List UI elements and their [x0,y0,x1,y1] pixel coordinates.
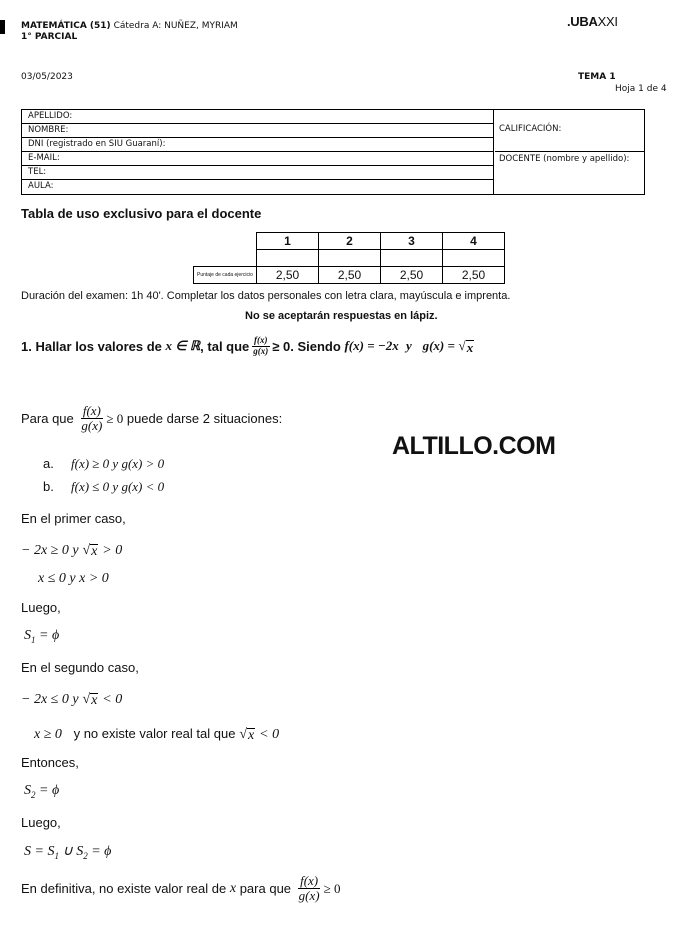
field-nombre: NOMBRE: [22,124,493,138]
exam-name: 1° PARCIAL [21,32,78,42]
exam-date: 03/05/2023 [21,72,73,82]
field-email: E-MAIL: [22,152,493,166]
score-table [193,232,505,284]
solution-intro: Para que $\frac{f(x)}{g(x)}$ ≥ 0 puede darse 2 situaciones: [21,403,283,434]
first-case-eq2: x ≤ 0 y x > 0 [38,571,109,586]
second-case-eq1: − 2x ≤ 0 y √ x < 0 [21,692,123,708]
score-table-title: Tabla de uso exclusivo para el docente [21,206,262,221]
course-line [21,21,238,31]
s1-result: $S_1 = \phi$ [24,628,60,645]
first-case-eq1: − 2x ≥ 0 y √ x > 0 [21,543,123,559]
duration-instructions: Duración del examen: 1h 40'. Completar los datos personales con letra clara, mayúscula e imprenta. [21,290,511,302]
luego-1: Luego, [21,600,61,615]
uba-logo: .UBAXXI [567,14,618,29]
final-fraction: $\frac{f(x)}{g(x)}$ [298,873,320,904]
score-row-label: Puntaje de cada ejercicio [194,267,257,284]
docente-cell: DOCENTE (nombre y apellido): [499,154,630,164]
entonces-label: Entonces, [21,755,79,770]
personal-fields [22,110,494,194]
q1-fraction: $\frac{f(x)}{g(x)}$ [253,335,269,356]
score-header-2: 2 [319,233,381,250]
intro-fraction: $\frac{f(x)}{g(x)}$ [81,403,103,434]
score-blank-2 [319,250,381,267]
page-counter: Hoja 1 de 4 [615,84,667,94]
calificacion-cell: CALIFICACIÓN: [495,110,645,152]
catedra: Cátedra A: NUÑEZ, MYRIAM [113,21,238,31]
score-blank-1 [257,250,319,267]
field-apellido: APELLIDO: [22,110,493,124]
case-a: a. f(x) ≥ 0 y g(x) > 0 [43,456,165,471]
corner-mark [0,20,5,34]
watermark: ALTILLO.COM [392,432,556,460]
score-header-4: 4 [443,233,505,250]
score-blank-4 [443,250,505,267]
personal-data-table [21,109,645,195]
course-name: MATEMÁTICA (51) [21,21,111,31]
question-1: 1. Hallar los valores de x ∈ ℝ , tal que $\frac{f(x)}{g(x)}$ ≥ 0. Siendo f(x) = −2x y g(x) = √ x [21,335,474,356]
score-value-2: 2,50 [319,267,381,284]
second-case-eq2: x ≥ 0 y no existe valor real tal que √ x < 0 [34,726,280,743]
field-dni: DNI (registrado en SIU Guaraní): [22,138,493,152]
final-conclusion: En definitiva, no existe valor real de x para que $\frac{f(x)}{g(x)}$ ≥ 0 [21,873,341,904]
field-tel: TEL: [22,166,493,180]
score-header-1: 1 [257,233,319,250]
score-value-1: 2,50 [257,267,319,284]
case-b: b. f(x) ≤ 0 y g(x) < 0 [43,479,165,494]
score-blank-3 [381,250,443,267]
first-case-label: En el primer caso, [21,511,126,526]
s-final: $S = S_1$ ∪ $S_2 = \phi$ [24,844,112,861]
score-header-3: 3 [381,233,443,250]
no-pencil-notice: No se aceptarán respuestas en lápiz. [245,310,438,322]
s2-result: $S_2 = \phi$ [24,783,60,800]
score-value-3: 2,50 [381,267,443,284]
tema-label: TEMA 1 [578,72,616,82]
second-case-label: En el segundo caso, [21,660,139,675]
field-aula: AULA: [28,181,54,191]
luego-2: Luego, [21,815,61,830]
score-value-4: 2,50 [443,267,505,284]
